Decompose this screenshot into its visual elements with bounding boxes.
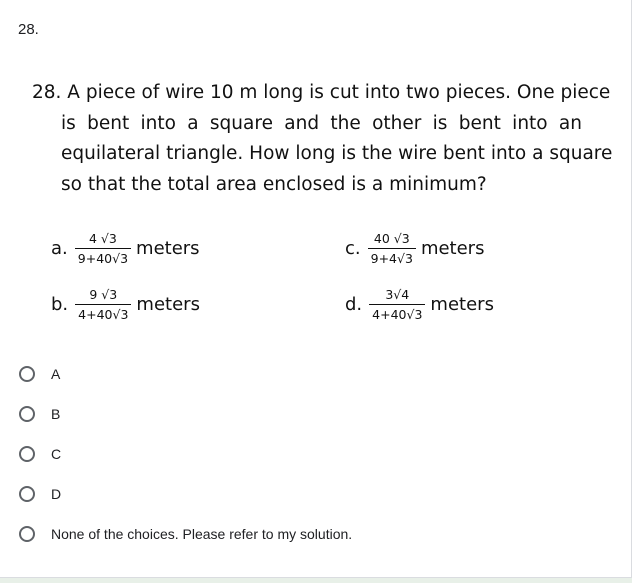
problem-line-2: is bent into a square and the other is bent into an [61,112,582,134]
option-none[interactable] [19,526,352,542]
choice-b-unit: meters [136,294,200,315]
problem-statement [32,78,613,200]
choice-d-letter: d. [345,294,363,315]
choice-b-letter: b. [51,294,69,315]
choice-d [345,287,494,322]
option-d[interactable] [19,486,61,502]
choice-a-denominator: 9+40√3 [75,248,131,266]
option-c-label: C [51,446,62,462]
option-d-label: D [51,486,62,502]
choice-b-fraction [75,287,131,322]
problem-line-3: equilateral triangle. How long is the wire bent into a square [61,143,613,164]
problem-line-4: so that the total area enclosed is a minimum? [61,173,487,195]
choice-b [51,287,200,322]
choice-d-fraction [369,287,425,322]
choice-c-letter: c. [345,238,361,259]
choice-c-fraction [368,231,416,266]
choice-d-unit: meters [430,294,494,315]
choice-a-unit: meters [136,238,200,259]
choice-c-unit: meters [420,238,485,259]
option-c[interactable] [19,446,61,462]
choice-b-denominator: 4+40√3 [75,304,131,322]
choice-a-letter: a. [51,238,68,259]
radio-icon[interactable] [19,446,35,462]
card-footer-divider [0,578,632,583]
option-a-label: A [51,366,61,382]
choice-d-numerator: 3√4 [385,287,410,302]
problem-line-1: 28. A piece of wire 10 m long is cut into two pieces. One piece [32,82,611,103]
choice-c [345,231,484,266]
option-a[interactable] [19,366,60,382]
option-b-label: B [51,406,61,422]
radio-icon[interactable] [19,406,35,422]
choice-d-denominator: 4+40√3 [369,304,425,322]
radio-icon[interactable] [19,486,35,502]
choice-c-denominator: 9+4√3 [368,248,416,266]
choice-a-numerator: 4 √3 [88,231,117,246]
question-number: 28. [18,21,39,38]
choice-a [51,231,200,266]
radio-icon[interactable] [19,366,35,382]
choice-a-fraction [75,231,131,266]
radio-icon[interactable] [19,526,35,542]
choice-c-numerator: 40 √3 [373,231,410,246]
choice-b-numerator: 9 √3 [89,287,118,302]
option-none-label: None of the choices. Please refer to my solution. [51,526,353,542]
option-b[interactable] [19,406,60,422]
